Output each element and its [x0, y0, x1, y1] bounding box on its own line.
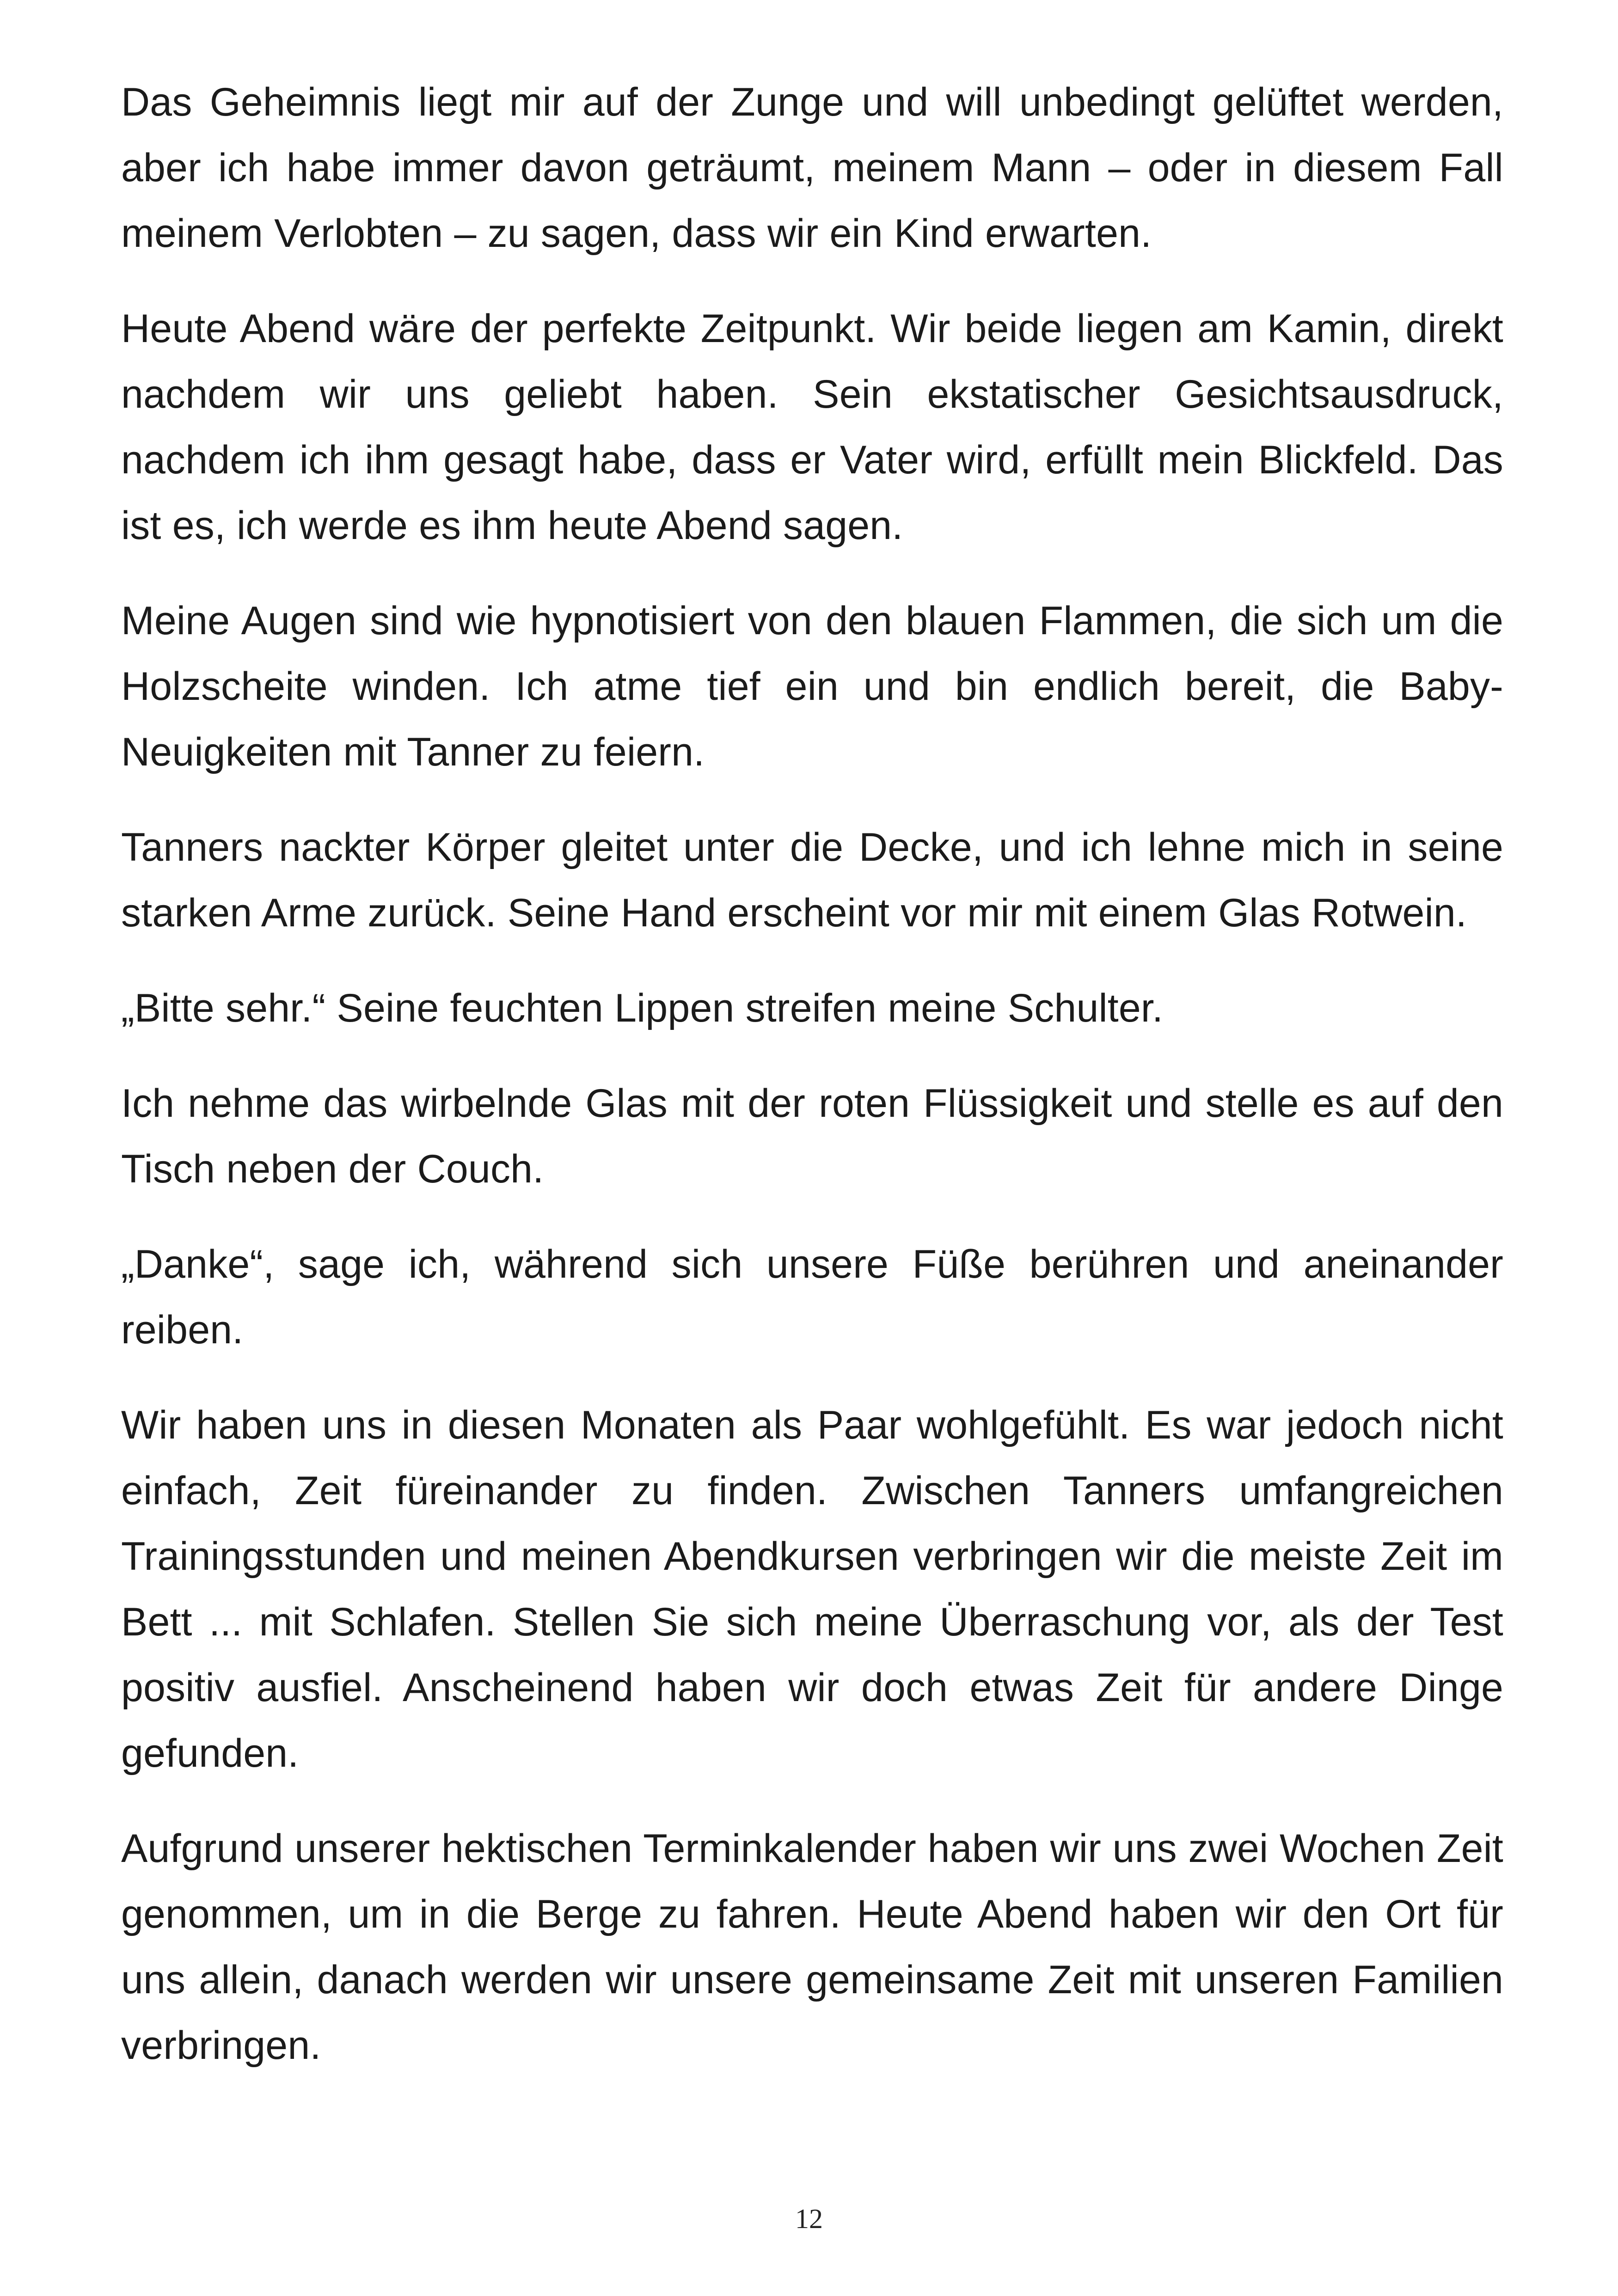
paragraph: Wir haben uns in diesen Monaten als Paar wohlgefühlt. Es war jedoch nicht einfach, Zeit füreinander zu finden. Zwischen Tanners umfangreichen Trainingsstunden und meinen Abendkursen verbringen wir die meiste Zeit im Bett ... mit Schlafen. Stellen Sie sich meine Überraschung vor, als der Test positiv ausfiel. Anscheinend haben wir doch etwas Zeit für andere Dinge gefunden. [121, 1403, 1503, 1776]
paragraph: „Bitte sehr.“ Seine feuchten Lippen streifen meine Schulter. [121, 986, 1164, 1030]
paragraph: Tanners nackter Körper gleitet unter die Decke, und ich lehne mich in seine starken Arme zurück. Seine Hand erscheint vor mir mit einem Glas Rotwein. [121, 825, 1503, 935]
paragraph: Meine Augen sind wie hypnotisiert von den blauen Flammen, die sich um die Holzscheite winden. Ich atme tief ein und bin endlich bereit, die Baby-Neuigkeiten mit Tanner zu feiern. [121, 599, 1503, 774]
paragraph: Aufgrund unserer hektischen Terminkalender haben wir uns zwei Wochen Zeit genommen, um in die Berge zu fahren. Heute Abend haben wir den Ort für uns allein, danach werden wir unsere gemeinsame Zeit mit unseren Familien verbringen. [121, 1826, 1503, 2068]
page-body [121, 69, 1503, 2078]
paragraph: Ich nehme das wirbelnde Glas mit der roten Flüssigkeit und stelle es auf den Tisch neben der Couch. [121, 1081, 1503, 1191]
paragraph: Heute Abend wäre der perfekte Zeitpunkt. Wir beide liegen am Kamin, direkt nachdem wir uns geliebt haben. Sein ekstatischer Gesichtsausdruck, nachdem ich ihm gesagt habe, dass er Vater wird, erfüllt mein Blickfeld. Das ist es, ich werde es ihm heute Abend sagen. [121, 306, 1503, 548]
page-number: 12 [795, 2204, 823, 2234]
paragraph: „Danke“, sage ich, während sich unsere Füße berühren und aneinander reiben. [121, 1242, 1503, 1352]
paragraph: Das Geheimnis liegt mir auf der Zunge und will unbedingt gelüftet werden, aber ich habe immer davon geträumt, meinem Mann – oder in diesem Fall meinem Verlobten – zu sagen, dass wir ein Kind erwarten. [121, 80, 1503, 256]
